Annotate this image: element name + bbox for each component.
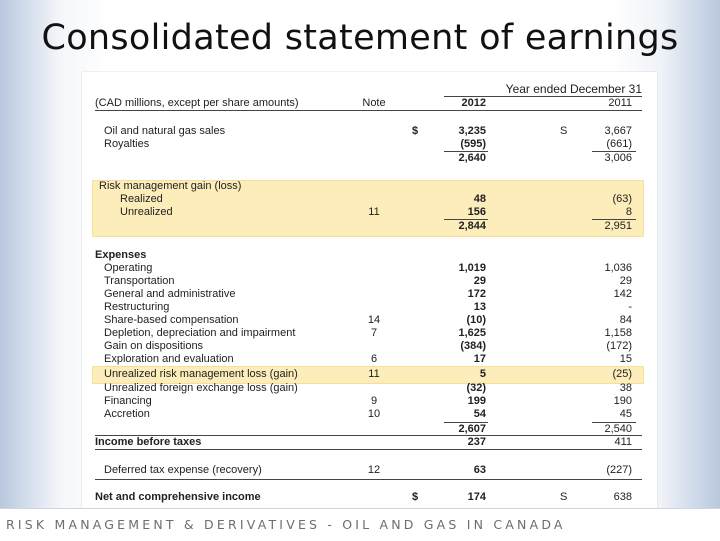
row-label: Deferred tax expense (recovery) xyxy=(104,464,262,476)
row-label: Operating xyxy=(104,262,153,274)
value-2011: 142 xyxy=(613,288,632,300)
row-label: Depletion, depreciation and impairment xyxy=(104,327,296,339)
row-label: Restructuring xyxy=(104,301,170,313)
row-label: Income before taxes xyxy=(95,436,202,448)
note-ref: 9 xyxy=(370,395,378,407)
value-2011: 3,006 xyxy=(604,152,632,164)
note-ref: 14 xyxy=(367,314,381,326)
currency-2011: S xyxy=(560,125,568,137)
value-2012: (32) xyxy=(466,382,486,394)
note-ref: 11 xyxy=(368,206,380,218)
note-ref: 12 xyxy=(367,464,381,476)
value-2012: 174 xyxy=(467,491,486,503)
value-2012: (384) xyxy=(460,340,486,352)
financial-statement xyxy=(82,72,657,509)
value-2011: 638 xyxy=(613,491,632,503)
value-2011: 2,540 xyxy=(604,423,632,435)
currency-2012: $ xyxy=(412,125,419,137)
value-2011: 38 xyxy=(619,382,632,394)
row-label: General and administrative xyxy=(104,288,236,300)
row-label: Exploration and evaluation xyxy=(104,353,234,365)
row-label: Net and comprehensive income xyxy=(95,491,261,503)
header-rule xyxy=(95,110,642,111)
value-2012: 54 xyxy=(473,408,486,420)
value-2011: 411 xyxy=(614,436,632,448)
section-label: Expenses xyxy=(95,249,147,261)
value-2012: 17 xyxy=(473,353,486,365)
row-label: Unrealized foreign exchange loss (gain) xyxy=(104,382,298,394)
value-2011: (227) xyxy=(606,464,632,476)
value-2012: 5 xyxy=(479,368,486,380)
row-label: Accretion xyxy=(104,408,150,420)
section-rule xyxy=(95,479,642,480)
currency-2011: S xyxy=(560,491,568,503)
value-2012: 2,844 xyxy=(458,220,486,232)
row-label: Unrealized risk management loss (gain) xyxy=(104,368,298,380)
row-label: Transportation xyxy=(104,275,175,287)
value-2012: 63 xyxy=(473,464,486,476)
slide-title: Consolidated statement of earnings xyxy=(41,18,679,58)
value-2011: (25) xyxy=(612,368,632,380)
value-2012: 29 xyxy=(473,275,486,287)
value-2012: (595) xyxy=(460,138,486,150)
value-2011: (63) xyxy=(612,193,632,205)
value-2012: 48 xyxy=(473,193,486,205)
value-2011: 3,667 xyxy=(604,125,632,137)
value-2011: 190 xyxy=(613,395,632,407)
value-2012: 2,607 xyxy=(458,423,486,435)
value-2011: 29 xyxy=(619,275,632,287)
slide-footer xyxy=(0,508,720,541)
footer-text: RISK MANAGEMENT & DERIVATIVES - OIL AND GAS IN CANADA xyxy=(6,517,566,532)
section-rule xyxy=(95,449,642,450)
value-2011: 2,951 xyxy=(604,220,632,232)
value-2012: 1,625 xyxy=(458,327,486,339)
value-2011: 15 xyxy=(619,353,632,365)
value-2012: (10) xyxy=(466,314,486,326)
value-2011: 84 xyxy=(619,314,632,326)
value-2012: 172 xyxy=(467,288,486,300)
value-2011: 1,036 xyxy=(604,262,632,274)
value-2011: 45 xyxy=(619,408,632,420)
row-label: Realized xyxy=(120,193,163,205)
value-2012: 13 xyxy=(473,301,486,313)
value-2011: (661) xyxy=(606,138,632,150)
value-2011: 8 xyxy=(625,206,632,218)
value-2012: 3,235 xyxy=(458,125,486,137)
value-2012: 199 xyxy=(467,395,486,407)
value-2012: 156 xyxy=(467,206,486,218)
row-label: Gain on dispositions xyxy=(104,340,204,352)
note-ref: 11 xyxy=(368,368,380,380)
units-label: (CAD millions, except per share amounts) xyxy=(95,97,299,109)
section-label: Risk management gain (loss) xyxy=(99,180,242,192)
value-2012: 237 xyxy=(467,436,486,448)
row-label: Financing xyxy=(104,395,152,407)
row-label: Share-based compensation xyxy=(104,314,239,326)
note-header: Note xyxy=(362,97,386,109)
value-2011: 1,158 xyxy=(604,327,632,339)
row-label: Oil and natural gas sales xyxy=(104,125,226,137)
value-2012: 1,019 xyxy=(458,262,486,274)
row-label: Unrealized xyxy=(120,206,173,218)
period-header: Year ended December 31 xyxy=(505,82,642,96)
row-label: Royalties xyxy=(104,138,150,150)
value-2011: - xyxy=(628,301,632,313)
note-ref: 6 xyxy=(370,353,378,365)
note-ref: 7 xyxy=(370,327,378,339)
currency-2012: $ xyxy=(412,491,419,503)
value-2011: (172) xyxy=(606,340,632,352)
year-2011-header: 2011 xyxy=(608,97,632,109)
value-2012: 2,640 xyxy=(458,152,486,164)
note-ref: 10 xyxy=(367,408,381,420)
year-2012-header: 2012 xyxy=(461,97,486,109)
